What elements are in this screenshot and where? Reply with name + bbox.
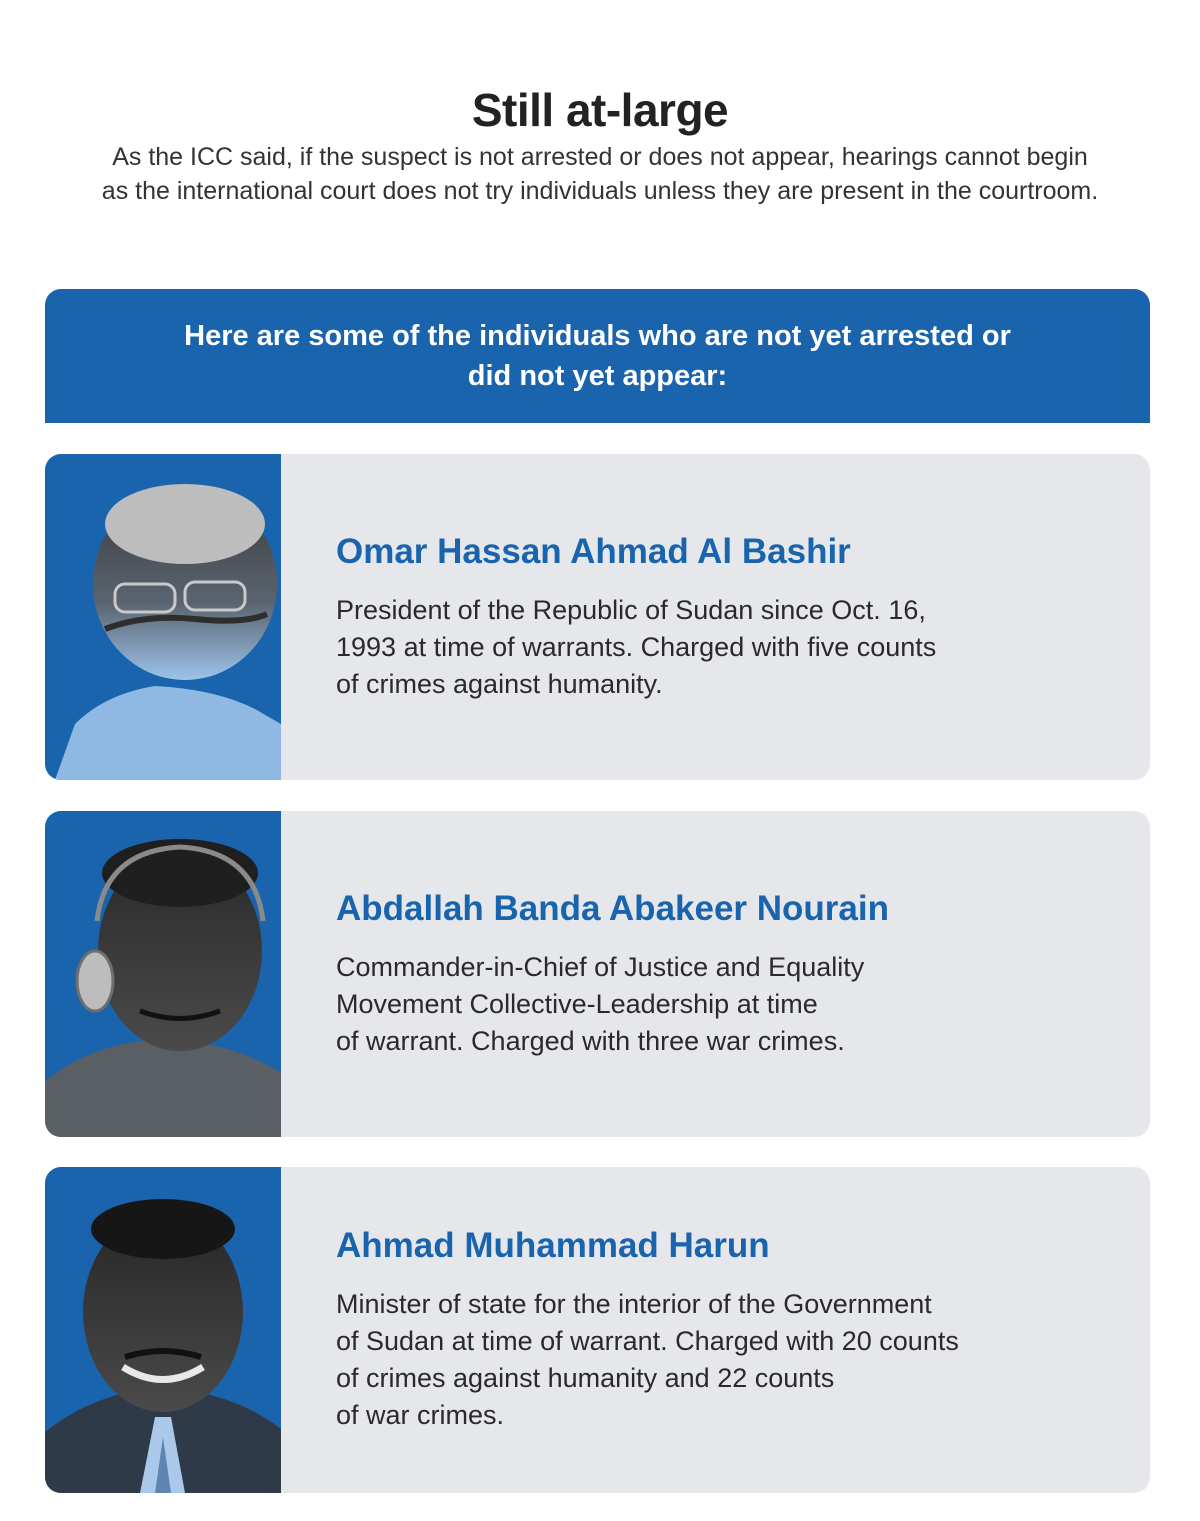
individual-card: [45, 811, 1150, 1137]
individual-description: Minister of state for the interior of the Government of Sudan at time of warrant. Charged with 20 counts of crimes against humanity and 22 counts of war crimes.: [336, 1289, 959, 1430]
individual-description: President of the Republic of Sudan since Oct. 16, 1993 at time of warrants. Charged with five counts of crimes against humanity.: [336, 594, 937, 699]
portrait-photo: [45, 454, 281, 780]
individual-description: Commander-in-Chief of Justice and Equality Movement Collective-Leadership at time of warrant. Charged with three war crimes.: [336, 951, 865, 1056]
portrait-photo: [45, 1167, 281, 1493]
individual-card: [45, 454, 1150, 780]
banner-text: Here are some of the individuals who are not yet arrested or did not yet appear:: [184, 320, 1011, 392]
individual-name: Omar Hassan Ahmad Al Bashir: [336, 531, 851, 571]
card-content: [336, 811, 1100, 1137]
individual-card: [45, 1167, 1150, 1493]
intro-paragraph: As the ICC said, if the suspect is not arrested or does not appear, hearings cannot begin as the international court does not try individuals unless they are present in the courtroom.: [101, 143, 1099, 205]
page-title: Still at-large: [471, 83, 729, 136]
individual-name: Ahmad Muhammad Harun: [336, 1226, 770, 1265]
portrait-photo: [45, 811, 281, 1137]
card-content: [336, 454, 1100, 780]
card-content: [336, 1167, 1100, 1493]
list-banner: [45, 289, 1150, 423]
individual-name: Abdallah Banda Abakeer Nourain: [336, 888, 889, 928]
